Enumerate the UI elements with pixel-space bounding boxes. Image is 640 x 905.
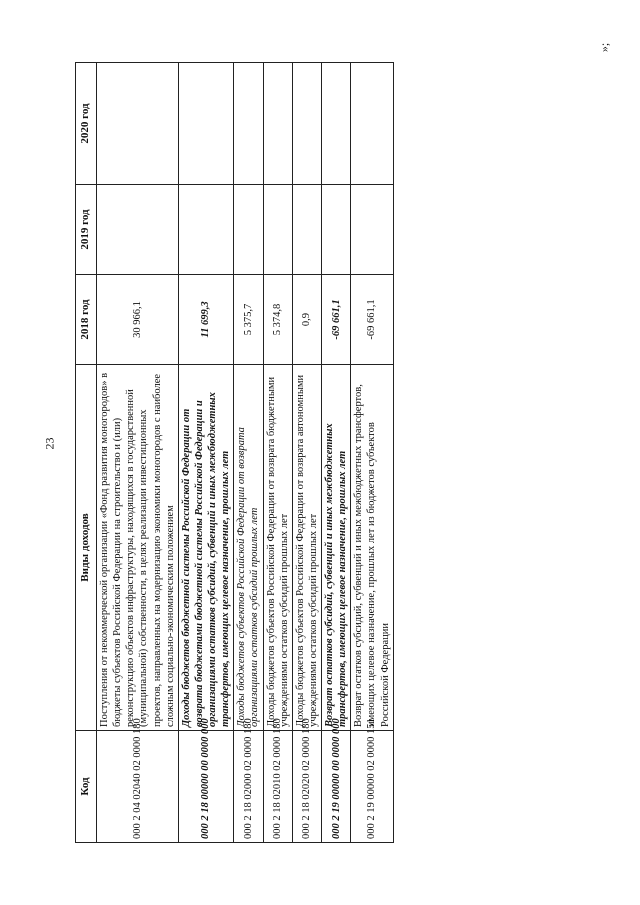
header-2018: 2018 год [76, 275, 97, 365]
row-code: 000 2 19 00000 00 0000 000 [322, 731, 351, 843]
row-value-2019 [263, 185, 292, 275]
table-row [234, 63, 263, 843]
table-body [97, 63, 394, 843]
row-code: 000 2 18 02000 02 0000 180 [234, 731, 263, 843]
row-value-2018: -69 661,1 [351, 275, 393, 365]
row-value-2019 [97, 185, 179, 275]
row-description: Доходы бюджетов субъектов Российской Федерации от возврата бюджетными учреждениями остатков субсидий прошлых лет [263, 365, 292, 731]
row-value-2020 [322, 63, 351, 185]
table-row [263, 63, 292, 843]
row-value-2019 [178, 185, 234, 275]
table-row [97, 63, 179, 843]
row-description: Поступления от некоммерческой организации «Фонд развития моногородов» в бюджеты субъектов Российской Федерации на строительство и (или) реконструкцию объектов инфраструктуры, находящихся в государственной (муниципальной) собственности, в целях реализации инвестиционных проектов, направленных на модернизацию экономики моногородов с наиболее сложным социально-экономическим положением [97, 365, 179, 731]
table-row [178, 63, 234, 843]
header-description: Виды доходов [76, 365, 97, 731]
row-value-2018: -69 661,1 [322, 275, 351, 365]
row-description: Доходы бюджетов субъектов Российской Федерации от возврата автономными учреждениями остатков субсидий прошлых лет [292, 365, 321, 731]
table-row [351, 63, 393, 843]
row-value-2019 [351, 185, 393, 275]
closing-mark: »; [597, 42, 612, 53]
revenue-table [75, 62, 394, 843]
header-code: Код [76, 731, 97, 843]
row-value-2018: 0,9 [292, 275, 321, 365]
row-value-2019 [322, 185, 351, 275]
row-value-2019 [292, 185, 321, 275]
row-value-2019 [234, 185, 263, 275]
row-description: Доходы бюджетов бюджетной системы Российской Федерации от возврата бюджетами бюджетной системы Российской Федерации и организациями остатков субсидий, субвенций и иных межбюджетных трансфертов, имеющих целевое назначение, прошлых лет [178, 365, 234, 731]
row-code: 000 2 19 00000 02 0000 151 [351, 731, 393, 843]
row-value-2018: 30 966,1 [97, 275, 179, 365]
row-value-2020 [351, 63, 393, 185]
row-value-2020 [292, 63, 321, 185]
rotated-table-container [75, 63, 595, 843]
row-code: 000 2 18 02010 02 0000 180 [263, 731, 292, 843]
table-row [292, 63, 321, 843]
row-code: 000 2 18 02020 02 0000 180 [292, 731, 321, 843]
row-value-2018: 5 374,8 [263, 275, 292, 365]
row-value-2020 [263, 63, 292, 185]
row-value-2018: 5 375,7 [234, 275, 263, 365]
row-description: Возврат остатков субсидий, субвенций и иных межбюджетных трансфертов, имеющих целевое назначение, прошлых лет [322, 365, 351, 731]
header-2020: 2020 год [76, 63, 97, 185]
row-value-2018: 11 699,3 [178, 275, 234, 365]
header-2019: 2019 год [76, 185, 97, 275]
row-code: 000 2 04 02040 02 0000 180 [97, 731, 179, 843]
row-description: Возврат остатков субсидий, субвенций и иных межбюджетных трансфертов, имеющих целевое назначение, прошлых лет из бюджетов субъектов Российской Федерации [351, 365, 393, 731]
row-value-2020 [178, 63, 234, 185]
row-value-2020 [234, 63, 263, 185]
page-number: 23 [42, 437, 57, 450]
table-header-row [76, 63, 97, 843]
row-value-2020 [97, 63, 179, 185]
row-code: 000 2 18 00000 00 0000 000 [178, 731, 234, 843]
table-row [322, 63, 351, 843]
row-description: Доходы бюджетов субъектов Российской Федерации от возврата организациями остатков субсидий прошлых лет [234, 365, 263, 731]
